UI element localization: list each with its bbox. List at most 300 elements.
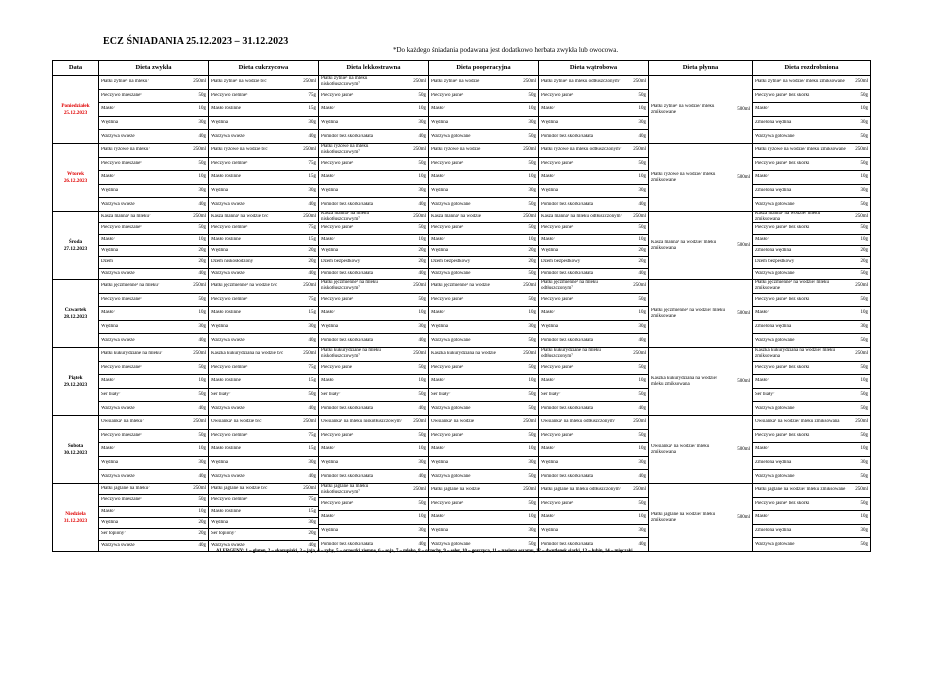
item-amount: 10g — [418, 310, 426, 316]
item-amount: 50g — [638, 364, 646, 370]
item-amount: 50g — [638, 296, 646, 302]
meal-item — [209, 529, 318, 540]
meal-item — [539, 348, 648, 362]
meal-item — [429, 257, 538, 268]
item-name: Zmielona wędlina — [755, 248, 792, 254]
item-name: Wędlina — [431, 528, 448, 534]
meal-item — [209, 470, 318, 483]
meal-item — [539, 307, 648, 321]
item-name: Warzywa świeże — [211, 337, 245, 343]
item-amount: 10g — [198, 378, 206, 384]
item-name: Zmielona wędlina — [755, 324, 792, 330]
item-amount: 500ml — [737, 174, 750, 180]
item-name: Wędlina — [211, 460, 228, 466]
item-amount: 50g — [528, 405, 536, 411]
meal-cell-cukrzycowa — [209, 212, 319, 280]
item-amount: 40g — [418, 541, 426, 547]
item-amount: 10g — [198, 174, 206, 180]
meal-item — [539, 334, 648, 347]
item-amount: 50g — [528, 270, 536, 276]
meal-item — [209, 457, 318, 471]
date-cell — [53, 484, 99, 552]
item-amount: 10g — [198, 446, 206, 452]
meal-item — [209, 389, 318, 403]
item-name: Masło⁷ — [755, 514, 770, 520]
meal-item — [429, 307, 538, 321]
item-amount: 30g — [198, 324, 206, 330]
item-name: Wędlina — [101, 520, 118, 526]
meal-item — [753, 334, 870, 347]
item-amount: 30g — [860, 324, 868, 330]
item-amount: 250ml — [523, 214, 536, 220]
item-name: Wędlina — [211, 188, 228, 194]
item-amount: 50g — [528, 432, 536, 438]
item-name: Warzywa gotowane — [431, 337, 471, 343]
item-amount: 10g — [418, 446, 426, 452]
item-amount: 40g — [308, 405, 316, 411]
item-name: Pieczywo jasne¹ — [541, 296, 574, 302]
item-amount: 250ml — [523, 487, 536, 493]
meal-item — [209, 484, 318, 495]
item-amount: 50g — [528, 296, 536, 302]
item-amount: 500ml — [737, 514, 750, 520]
meal-cell-lekkostrawna — [319, 76, 429, 144]
item-name: Wędlina — [431, 324, 448, 330]
item-amount: 50g — [418, 432, 426, 438]
meal-item — [753, 538, 870, 551]
page-title: ECZ ŚNIADANIA 25.12.2023 – 31.12.2023 — [103, 36, 289, 47]
item-name: Wędlina — [321, 120, 338, 126]
item-amount: 20g — [198, 520, 206, 526]
item-name: Kasza manna¹ na mleku niskotłuszczowym⁷ — [321, 212, 370, 223]
item-amount: 50g — [860, 432, 868, 438]
item-amount: 50g — [638, 160, 646, 166]
item-amount: 40g — [638, 133, 646, 139]
meal-item — [209, 158, 318, 172]
item-amount: 50g — [418, 364, 426, 370]
meal-item — [429, 362, 538, 376]
meal-item — [319, 269, 428, 279]
meal-item — [429, 443, 538, 457]
meal-item — [539, 212, 648, 223]
item-name: Warzywa świeże — [101, 542, 135, 548]
item-amount: 250ml — [413, 351, 426, 357]
item-amount: 15g — [308, 106, 316, 112]
item-name: Wędlina — [211, 324, 228, 330]
item-amount: 50g — [860, 392, 868, 398]
item-name: Warzywa świeże — [211, 542, 245, 548]
meal-item — [539, 280, 648, 294]
meal-item — [429, 223, 538, 234]
item-name: Pomidor bez skórki/sałata — [541, 405, 593, 411]
meal-cell-pooperacyjna — [429, 144, 539, 212]
date-cell — [53, 280, 99, 348]
meal-item — [209, 307, 318, 321]
item-name: Pomidor bez skórki/sałata — [321, 473, 373, 479]
item-name: Owsianka¹ na mleku odtłuszczonym⁷ — [541, 419, 616, 425]
item-name: Pieczywo jasne¹ — [321, 92, 354, 98]
item-name: Owsianka¹ na wodzie b/c — [211, 419, 262, 425]
item-name: Pieczywo mieszane¹ — [101, 364, 142, 370]
item-amount: 250ml — [303, 147, 316, 153]
item-name: Wędlina — [211, 248, 228, 254]
item-amount: 40g — [308, 542, 316, 548]
item-amount: 40g — [308, 201, 316, 207]
item-name: Pomidor bez skórki/sałata — [541, 133, 593, 139]
item-name: Masło⁷ — [321, 310, 336, 316]
item-name: Masło roślinne — [211, 174, 241, 180]
meal-item — [753, 321, 870, 335]
meal-item — [429, 348, 538, 362]
item-name: Masło roślinne — [211, 508, 241, 514]
meal-cell-plynna — [649, 484, 753, 552]
meal-item — [429, 294, 538, 308]
meal-cell-pooperacyjna — [429, 348, 539, 416]
day-name: Czwartek — [64, 307, 87, 313]
item-name: Masło⁷ — [101, 508, 116, 514]
meal-item — [209, 144, 318, 158]
meal-item — [209, 90, 318, 104]
meal-item — [753, 498, 870, 512]
item-amount: 30g — [418, 460, 426, 466]
column-header: Dieta cukrzycowa — [209, 61, 319, 76]
meal-item — [429, 90, 538, 104]
item-amount: 250ml — [413, 283, 426, 289]
meal-item — [539, 185, 648, 199]
day-name: Sobota — [67, 443, 84, 449]
meal-item — [319, 280, 428, 294]
item-amount: 50g — [860, 364, 868, 370]
meal-item — [539, 511, 648, 525]
item-name: Płatki jęczmienne¹ na mleku odtłuszczonym⁷ — [541, 280, 598, 292]
item-amount: 40g — [638, 541, 646, 547]
item-amount: 50g — [528, 92, 536, 98]
meal-item — [209, 495, 318, 506]
meal-item — [99, 185, 208, 199]
item-amount: 50g — [638, 92, 646, 98]
meal-item — [209, 117, 318, 131]
item-name: Ser biały⁷ — [211, 392, 231, 398]
meal-cell-zwykla — [99, 144, 209, 212]
item-name: Pieczywo ciemne¹ — [211, 432, 248, 438]
item-amount: 250ml — [855, 419, 868, 425]
item-name: Masło⁷ — [541, 236, 556, 242]
item-name: Ser biały⁷ — [755, 392, 775, 398]
item-name: Wędlina — [211, 520, 228, 526]
meal-item — [429, 389, 538, 403]
meal-cell-cukrzycowa — [209, 348, 319, 416]
meal-item — [99, 402, 208, 415]
meal-item — [753, 443, 870, 457]
column-header: Dieta wątrobowa — [539, 61, 649, 76]
meal-cell-pooperacyjna — [429, 484, 539, 552]
meal-cell-zwykla — [99, 348, 209, 416]
item-amount: 10g — [638, 236, 646, 242]
meal-item — [209, 430, 318, 444]
item-name: Masło⁷ — [431, 378, 446, 384]
item-name: Ser biały⁷ — [541, 392, 561, 398]
meal-item — [99, 321, 208, 335]
meal-item — [319, 117, 428, 131]
date-cell — [53, 212, 99, 280]
meal-item — [429, 198, 538, 211]
meal-item — [429, 498, 538, 512]
item-amount: 250ml — [303, 283, 316, 289]
meal-cell-watrobowa — [539, 484, 649, 552]
item-name: Masło⁷ — [321, 514, 336, 520]
item-name: Masło⁷ — [101, 174, 116, 180]
item-amount: 20g — [638, 248, 646, 254]
item-amount: 10g — [638, 310, 646, 316]
day-name: Wtorek — [67, 171, 84, 177]
item-amount: 250ml — [193, 79, 206, 85]
meal-item — [99, 144, 208, 158]
item-name: Pieczywo mieszane¹ — [101, 432, 142, 438]
date-cell — [53, 144, 99, 212]
meal-item — [753, 416, 870, 430]
allergens-legend: ALERGENY: 1 – gluten, 2 – skorupiaki, 3 – jaja, 4 – ryby, 5 – orzeszki ziemne, 6 – soja, 7 – mleko, 8 – orzechy, 9 – seler, 10 – gorczyca, 11 – nasiona sezamu, 12 – dwutlenek siarki, 13 – łubin, 14 – mięczaki — [216, 549, 633, 554]
item-name: Wędlina — [431, 248, 448, 254]
meal-item — [539, 321, 648, 335]
item-name: Masło⁷ — [755, 106, 770, 112]
meal-item — [99, 362, 208, 376]
item-name: Pieczywo jasne¹ bez skórki — [755, 225, 810, 231]
item-amount: 500ml — [737, 242, 750, 248]
date-cell — [53, 348, 99, 416]
meal-item — [429, 430, 538, 444]
item-amount: 50g — [418, 296, 426, 302]
item-amount: 50g — [308, 392, 316, 398]
meal-cell-plynna — [649, 144, 753, 212]
item-name: Kaszka kukurydziana na wodzie/ mleku zmiksowana — [651, 375, 718, 387]
item-name: Owsianka¹ na wodzie/ mleku zmiksowana — [651, 443, 710, 455]
item-name: Pieczywo jasne¹ — [431, 432, 464, 438]
item-name: Ser topiony⁷ — [211, 531, 236, 537]
meal-item — [539, 484, 648, 498]
item-name: Kasza manna¹ na wodzie/ mleku zmiksowana — [651, 239, 717, 251]
item-amount: 75g — [308, 225, 316, 231]
meal-item — [753, 294, 870, 308]
item-name: Wędlina — [321, 248, 338, 254]
item-amount: 30g — [638, 528, 646, 534]
item-name: Owsianka¹ na mleku niskotłuszczowym⁷ — [321, 419, 403, 425]
item-name: Płatki żytnie¹ na wodzie/ mleku zmiksowane — [651, 103, 715, 115]
meal-cell-plynna — [649, 416, 753, 484]
item-amount: 50g — [418, 500, 426, 506]
item-amount: 50g — [860, 405, 868, 411]
item-amount: 40g — [198, 405, 206, 411]
meal-item — [99, 158, 208, 172]
item-name: Ser topiony⁷ — [101, 531, 126, 537]
item-name: Ser biały⁷ — [431, 392, 451, 398]
item-amount: 250ml — [523, 147, 536, 153]
item-amount: 40g — [308, 337, 316, 343]
meal-cell-zwykla — [99, 212, 209, 280]
meal-item — [319, 294, 428, 308]
item-amount: 10g — [198, 310, 206, 316]
item-name: Masło⁷ — [755, 446, 770, 452]
meal-item — [753, 117, 870, 131]
item-name: Wędlina — [541, 248, 558, 254]
meal-item — [209, 185, 318, 199]
item-name: Dżem niskosłodzony — [211, 259, 254, 265]
item-name: Płatki ryżowe na mleku⁷ — [101, 147, 151, 153]
date-cell — [53, 416, 99, 484]
item-name: Wędlina — [541, 120, 558, 126]
item-amount: 30g — [638, 188, 646, 194]
item-name: Masło⁷ — [541, 106, 556, 112]
meal-cell-zwykla — [99, 484, 209, 552]
item-amount: 15g — [308, 378, 316, 384]
meal-item — [753, 144, 870, 158]
day-name: Środa — [68, 239, 83, 245]
item-amount: 30g — [418, 120, 426, 126]
meal-item — [429, 484, 538, 498]
item-name: Pieczywo jasne¹ — [541, 92, 574, 98]
item-name: Warzywa gotowane — [431, 133, 471, 139]
meal-cell-zwykla — [99, 416, 209, 484]
meal-item — [209, 375, 318, 389]
meal-item — [753, 235, 870, 246]
item-name: Wędlina — [541, 188, 558, 194]
item-amount: 250ml — [193, 147, 206, 153]
item-name: Kasza manna¹ na wodzie — [431, 214, 481, 220]
item-amount: 40g — [638, 337, 646, 343]
day-date: 31.12.2023 — [63, 517, 88, 524]
item-amount: 250ml — [633, 351, 646, 357]
meal-item — [99, 541, 208, 551]
item-name: Pieczywo jasne¹ — [431, 296, 464, 302]
item-amount: 10g — [860, 378, 868, 384]
item-amount: 250ml — [523, 79, 536, 85]
meal-item — [209, 171, 318, 185]
meal-cell-plynna — [649, 212, 753, 280]
meal-item — [99, 430, 208, 444]
item-name: Wędlina — [321, 188, 338, 194]
meal-item — [539, 362, 648, 376]
meal-item — [319, 457, 428, 471]
item-name: Pieczywo ciemne¹ — [211, 225, 248, 231]
item-amount: 250ml — [633, 79, 646, 85]
item-amount: 50g — [528, 160, 536, 166]
item-name: Masło⁷ — [101, 446, 116, 452]
item-amount: 50g — [860, 225, 868, 231]
item-amount: 15g — [308, 508, 316, 514]
meal-item — [209, 198, 318, 211]
item-name: Warzywa gotowane — [431, 201, 471, 207]
item-amount: 250ml — [303, 79, 316, 85]
item-name: Pieczywo mieszane¹ — [101, 160, 142, 166]
item-amount: 250ml — [633, 147, 646, 153]
item-name: Kasza manna¹ na wodzie/ mleku zmiksowana — [755, 212, 821, 223]
item-amount: 10g — [528, 378, 536, 384]
item-amount: 15g — [308, 310, 316, 316]
item-amount: 50g — [860, 160, 868, 166]
item-name: Pomidor bez skórki/sałata — [321, 541, 373, 547]
item-amount: 50g — [198, 225, 206, 231]
item-amount: 10g — [418, 236, 426, 242]
item-amount: 10g — [528, 310, 536, 316]
item-amount: 10g — [528, 106, 536, 112]
item-name: Płatki jęczmienne¹ na wodzie b/c — [211, 283, 278, 289]
item-name: Masło⁷ — [321, 236, 336, 242]
meal-item — [753, 362, 870, 376]
item-amount: 20g — [860, 259, 868, 265]
item-name: Płatki jęczmienne¹ na wodzie — [431, 283, 490, 289]
item-name: Płatki jaglane na mleku⁷ — [101, 486, 150, 492]
item-name: Dżem — [101, 259, 113, 265]
item-name: Masło⁷ — [101, 310, 116, 316]
item-amount: 10g — [528, 446, 536, 452]
item-name: Wędlina — [101, 120, 118, 126]
item-amount: 30g — [308, 520, 316, 526]
meal-item — [319, 375, 428, 389]
item-name: Warzywa świeże — [101, 405, 135, 411]
meal-item — [753, 430, 870, 444]
item-amount: 30g — [418, 324, 426, 330]
item-amount: 50g — [860, 337, 868, 343]
item-amount: 10g — [638, 446, 646, 452]
meal-cell-plynna — [649, 280, 753, 348]
meal-item — [753, 402, 870, 415]
item-name: Owsianka¹ na wodzie — [431, 419, 475, 425]
item-amount: 30g — [638, 324, 646, 330]
item-amount: 30g — [308, 188, 316, 194]
item-amount: 40g — [198, 473, 206, 479]
item-name: Pieczywo mieszane¹ — [101, 92, 142, 98]
meal-item — [319, 235, 428, 246]
item-name: Masło roślinne — [211, 446, 241, 452]
meal-item — [753, 212, 870, 223]
date-cell — [53, 76, 99, 144]
item-amount: 50g — [198, 392, 206, 398]
meal-cell-rozdrobniona — [753, 76, 871, 144]
meal-item — [319, 484, 428, 498]
item-amount: 30g — [198, 188, 206, 194]
item-amount: 250ml — [303, 351, 316, 357]
meal-item — [99, 416, 208, 430]
item-name: Masło⁷ — [321, 106, 336, 112]
item-name: Pieczywo mieszane¹ — [101, 296, 142, 302]
item-name: Ser biały⁷ — [101, 392, 121, 398]
meal-cell-rozdrobniona — [753, 144, 871, 212]
header-row — [53, 61, 871, 76]
item-name: Płatki jęczmienne¹ na mleku⁷ — [101, 283, 160, 289]
meal-item — [429, 334, 538, 347]
meal-item — [99, 246, 208, 257]
item-amount: 50g — [860, 473, 868, 479]
item-amount: 30g — [198, 460, 206, 466]
meal-cell-lekkostrawna — [319, 212, 429, 280]
item-name: Pomidor bez skórki/sałata — [321, 405, 373, 411]
item-name: Masło roślinne — [211, 378, 241, 384]
item-name: Masło⁷ — [541, 514, 556, 520]
meal-cell-rozdrobniona — [753, 348, 871, 416]
item-amount: 50g — [198, 497, 206, 503]
meal-item — [753, 103, 870, 117]
item-amount: 250ml — [413, 214, 426, 220]
item-amount: 50g — [528, 133, 536, 139]
item-amount: 20g — [638, 259, 646, 265]
day-date: 27.12.2023 — [63, 245, 88, 252]
item-amount: 15g — [308, 236, 316, 242]
item-amount: 10g — [860, 236, 868, 242]
meal-item — [319, 257, 428, 268]
item-amount: 30g — [860, 528, 868, 534]
item-amount: 50g — [638, 225, 646, 231]
item-amount: 250ml — [413, 487, 426, 493]
item-name: Masło⁷ — [541, 378, 556, 384]
